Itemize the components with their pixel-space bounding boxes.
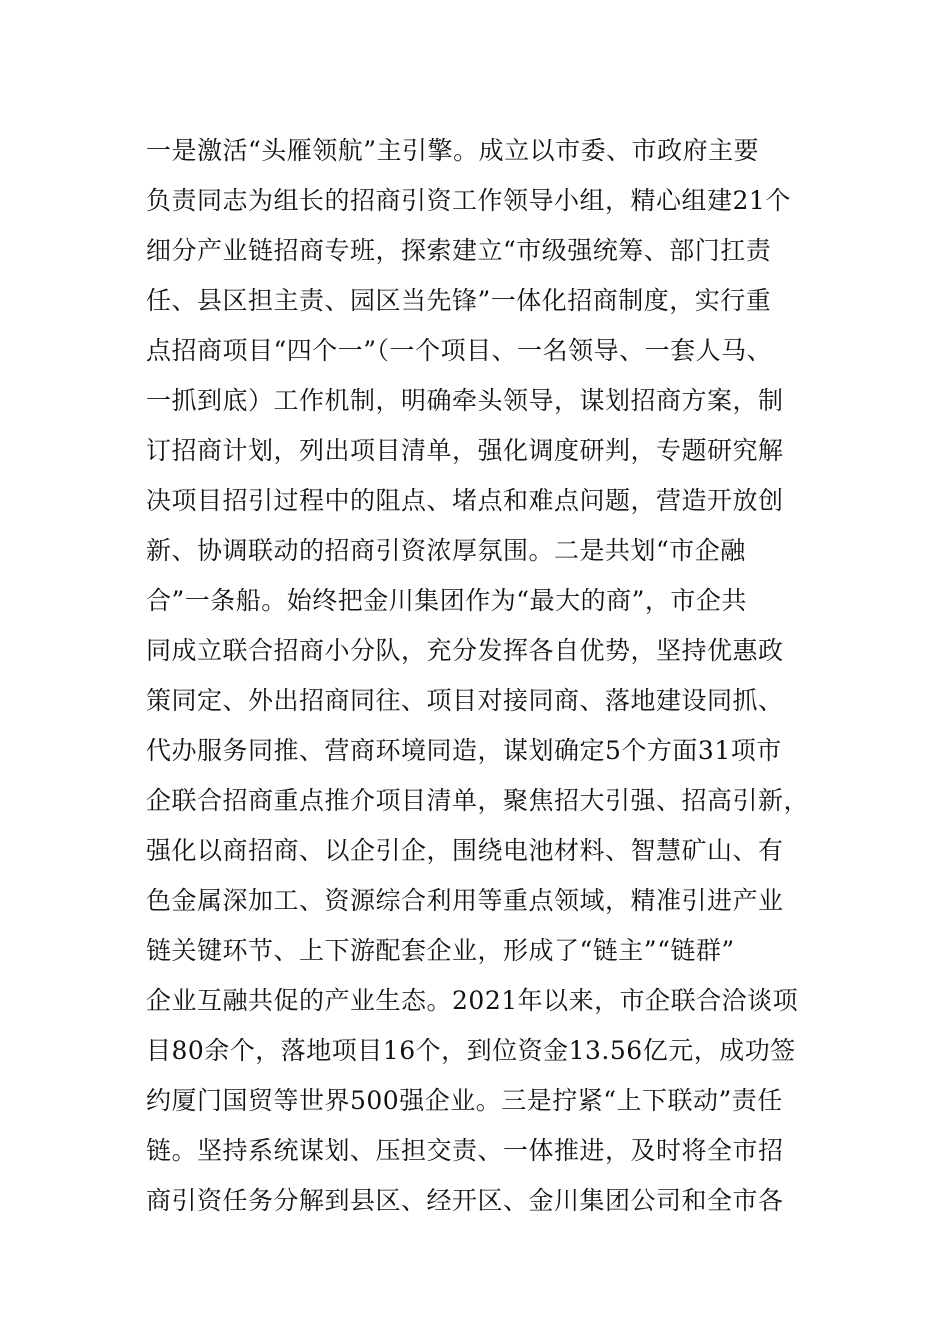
text-line: 强化以商招商、以企引企，围绕电池材料、智慧矿山、有	[146, 836, 784, 865]
text-line: 色金属深加工、资源综合利用等重点领域，精准引进产业	[146, 886, 784, 915]
text-line: 任、县区担主责、园区当先锋”一体化招商制度，实行重	[146, 286, 772, 315]
body-paragraph	[146, 126, 816, 1226]
text-line: 点招商项目“四个一”（一个项目、一名领导、一套人马、	[146, 336, 773, 365]
text-line: 同成立联合招商小分队，充分发挥各自优势，坚持优惠政	[146, 636, 784, 665]
text-line: 商引资任务分解到县区、经开区、金川集团公司和全市各	[146, 1186, 784, 1215]
text-line: 合”一条船。始终把金川集团作为“最大的商”，市企共	[146, 586, 747, 615]
text-line: 代办服务同推、营商环境同造，谋划确定5个方面31项市	[146, 736, 782, 765]
text-line: 一抓到底）工作机制，明确牵头领导，谋划招商方案，制	[146, 386, 784, 415]
text-line: 细分产业链招商专班，探索建立“市级强统筹、部门扛责	[146, 236, 772, 265]
text-line: 约厦门国贸等世界500强企业。三是拧紧“上下联动”责任	[146, 1086, 783, 1115]
text-line: 策同定、外出招商同往、项目对接同商、落地建设同抓、	[146, 686, 784, 715]
text-line: 一是激活“头雁领航”主引擎。成立以市委、市政府主要	[146, 136, 760, 165]
text-line: 企联合招商重点推介项目清单，聚焦招大引强、招高引新，	[146, 786, 810, 815]
text-line: 企业互融共促的产业生态。2021年以来，市企联合洽谈项	[146, 986, 799, 1015]
text-line: 链。坚持系统谋划、压担交责、一体推进，及时将全市招	[146, 1136, 784, 1165]
text-line: 目80余个，落地项目16个，到位资金13.56亿元，成功签	[146, 1036, 796, 1065]
text-line: 链关键环节、上下游配套企业，形成了“链主”“链群”	[146, 936, 735, 965]
text-line: 新、协调联动的招商引资浓厚氛围。二是共划“市企融	[146, 536, 746, 565]
text-line: 订招商计划，列出项目清单，强化调度研判，专题研究解	[146, 436, 784, 465]
text-line: 负责同志为组长的招商引资工作领导小组，精心组建21个	[146, 186, 791, 215]
text-line: 决项目招引过程中的阻点、堵点和难点问题，营造开放创	[146, 486, 784, 515]
